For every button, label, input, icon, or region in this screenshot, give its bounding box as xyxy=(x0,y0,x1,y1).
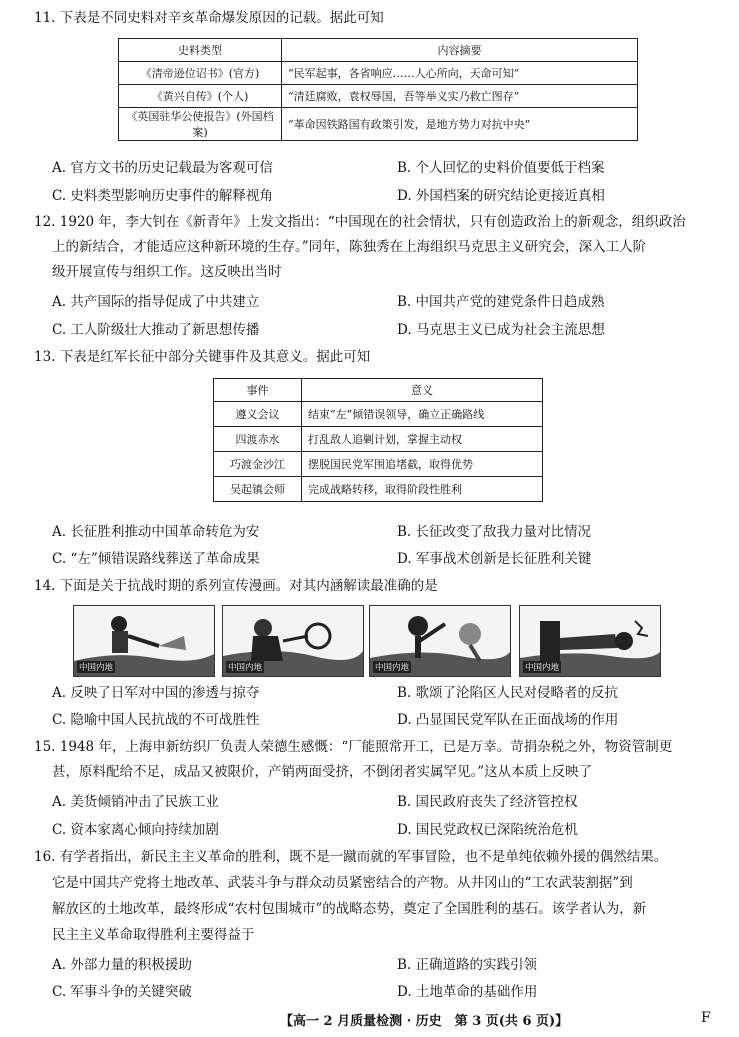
table-header: 内容摘要 xyxy=(282,39,638,62)
q12-option-b[interactable]: B. 中国共产党的建党条件日趋成熟 xyxy=(397,294,605,310)
table-row xyxy=(119,85,638,108)
cartoon-panel-2 xyxy=(222,605,364,677)
table-cell: “革命因铁路国有政策引发，是地方势力对抗中央” xyxy=(282,108,638,141)
table-cell: 完成战略转移，取得阶段性胜利 xyxy=(302,477,543,502)
table-cell: 四渡赤水 xyxy=(214,427,302,452)
q11-option-c[interactable]: C. 史料类型影响历史事件的解释视角 xyxy=(52,188,273,204)
table-row xyxy=(214,402,543,427)
cartoon-label: 中国内地 xyxy=(79,663,114,673)
table-cell: 摆脱国民党军围追堵截，取得优势 xyxy=(302,452,543,477)
q13-option-a[interactable]: A. 长征胜利推动中国革命转危为安 xyxy=(52,524,260,540)
table-cell: 《清帝逊位诏书》(官方) xyxy=(119,62,282,85)
q15-stem-line: 甚，原料配给不足，成品又被限价，产销两面受挤，不倒闭者实属罕见。”这从本质上反映了 xyxy=(52,764,593,780)
table-cell: “民军起事，各省响应……人心所向，天命可知” xyxy=(282,62,638,85)
q16-option-c[interactable]: C. 军事斗争的关键突破 xyxy=(52,984,192,1000)
q15-option-c[interactable]: C. 资本家离心倾向持续加剧 xyxy=(52,822,219,838)
q13-option-c[interactable]: C. “左”倾错误路线葬送了革命成果 xyxy=(52,551,260,567)
cartoon-panel-4 xyxy=(519,605,661,677)
table-row xyxy=(214,427,543,452)
q15-option-a[interactable]: A. 美货倾销冲击了民族工业 xyxy=(52,794,219,810)
q13-table xyxy=(213,378,543,502)
q11-option-a[interactable]: A. 官方文书的历史记载最为客观可信 xyxy=(52,160,273,176)
q12-stem-line: 级开展宣传与组织工作。这反映出当时 xyxy=(52,264,282,280)
cartoon-label: 中国内地 xyxy=(228,663,263,673)
table-cell: “清廷腐败，袁权辱国，吾等举义实乃救亡图存” xyxy=(282,85,638,108)
q16-option-d[interactable]: D. 土地革命的基础作用 xyxy=(397,984,538,1000)
q16-option-b[interactable]: B. 正确道路的实践引领 xyxy=(397,957,538,973)
q11-option-b[interactable]: B. 个人回忆的史料价值要低于档案 xyxy=(397,160,605,176)
table-header: 事件 xyxy=(214,379,302,402)
q13-stem: 13. 下表是红军长征中部分关键事件及其意义。据此可知 xyxy=(34,349,371,365)
q13-option-b[interactable]: B. 长征改变了敌我力量对比情况 xyxy=(397,524,592,540)
table-header-row xyxy=(119,39,638,62)
q12-option-d[interactable]: D. 马克思主义已成为社会主流思想 xyxy=(397,322,605,338)
q11-option-d[interactable]: D. 外国档案的研究结论更接近真相 xyxy=(397,188,605,204)
q14-stem: 14. 下面是关于抗战时期的系列宣传漫画。对其内涵解读最准确的是 xyxy=(34,578,438,594)
q16-stem-line: 16. 有学者指出，新民主主义革命的胜利，既不是一蹴而就的军事冒险，也不是单纯依赖外援的偶然结果。 xyxy=(34,849,668,865)
q14-option-c[interactable]: C. 隐喻中国人民抗战的不可战胜性 xyxy=(52,712,260,728)
q14-option-d[interactable]: D. 凸显国民党军队在正面战场的作用 xyxy=(397,712,619,728)
q15-option-b[interactable]: B. 国民政府丧失了经济管控权 xyxy=(397,794,578,810)
q14-option-a[interactable]: A. 反映了日军对中国的渗透与掠夺 xyxy=(52,685,260,701)
page-version-letter: F xyxy=(701,1010,711,1026)
table-cell: 结束“左”倾错误领导，确立正确路线 xyxy=(302,402,543,427)
table-cell: 打乱敌人追剿计划，掌握主动权 xyxy=(302,427,543,452)
table-row xyxy=(119,62,638,85)
q16-option-a[interactable]: A. 外部力量的积极援助 xyxy=(52,957,192,973)
table-header: 史料类型 xyxy=(119,39,282,62)
table-header-row xyxy=(214,379,543,402)
table-row xyxy=(214,477,543,502)
q16-stem-line: 民主主义革命取得胜利主要得益于 xyxy=(52,927,255,943)
q15-stem-line: 15. 1948 年，上海申新纺织厂负责人荣德生感慨：“厂能照常开工，已是万幸。苛捐杂税之外，物资管制更 xyxy=(34,739,673,755)
page-footer: 【高一 2 月质量检测 · 历史 第 3 页(共 6 页)】 xyxy=(280,1014,569,1029)
q11-stem: 11. 下表是不同史料对辛亥革命爆发原因的记载。据此可知 xyxy=(34,10,384,26)
table-cell: 《英国驻华公使报告》(外国档案) xyxy=(119,108,282,141)
q12-stem-line: 12. 1920 年，李大钊在《新青年》上发文指出：“中国现在的社会情状，只有创造政治上的新观念，组织政治 xyxy=(34,214,686,230)
cartoon-panel-1 xyxy=(73,605,215,677)
q14-option-b[interactable]: B. 歌颂了沦陷区人民对侵略者的反抗 xyxy=(397,685,619,701)
q13-option-d[interactable]: D. 军事战术创新是长征胜利关键 xyxy=(397,551,592,567)
table-cell: 遵义会议 xyxy=(214,402,302,427)
cartoon-label: 中国内地 xyxy=(525,663,560,673)
q12-option-c[interactable]: C. 工人阶级壮大推动了新思想传播 xyxy=(52,322,260,338)
q16-stem-line: 解放区的土地改革，最终形成“农村包围城市”的战略态势，奠定了全国胜利的基石。该学者认为，新 xyxy=(52,901,647,917)
table-cell: 《黄兴自传》(个人) xyxy=(119,85,282,108)
table-row xyxy=(214,452,543,477)
q12-option-a[interactable]: A. 共产国际的指导促成了中共建立 xyxy=(52,294,260,310)
q15-option-d[interactable]: D. 国民党政权已深陷统治危机 xyxy=(397,822,578,838)
table-cell: 吴起镇会师 xyxy=(214,477,302,502)
cartoon-panel-3 xyxy=(369,605,511,677)
table-cell: 巧渡金沙江 xyxy=(214,452,302,477)
q11-table xyxy=(118,38,638,141)
q12-stem-line: 上的新结合，才能适应这种新环境的生存。”同年，陈独秀在上海组织马克思主义研究会，深入工人阶 xyxy=(52,239,647,255)
table-row xyxy=(119,108,638,141)
table-header: 意义 xyxy=(302,379,543,402)
q16-stem-line: 它是中国共产党将土地改革、武装斗争与群众动员紧密结合的产物。从井冈山的“工农武装割据”到 xyxy=(52,875,633,891)
cartoon-label: 中国内地 xyxy=(375,663,410,673)
